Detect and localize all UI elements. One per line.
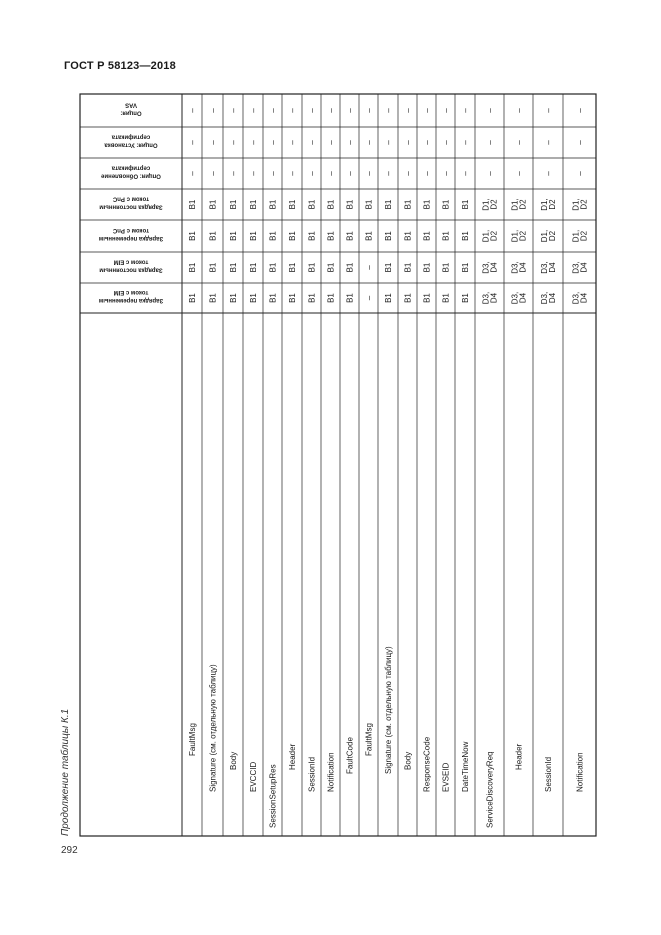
table-cell: – bbox=[575, 171, 585, 176]
table-cell: – bbox=[268, 171, 278, 176]
table-cell: – bbox=[544, 171, 553, 176]
table-cell: – bbox=[441, 171, 451, 176]
table-cell: D4 bbox=[548, 262, 557, 273]
table-cell: – bbox=[249, 140, 258, 145]
table-cell: B1 bbox=[441, 231, 451, 241]
table-cell: – bbox=[422, 171, 432, 176]
table-cell: B1 bbox=[188, 199, 197, 210]
table-cell: B1 bbox=[229, 262, 238, 273]
table-cell: D2 bbox=[579, 230, 589, 242]
table-cell: B1 bbox=[345, 199, 355, 210]
table-cell: – bbox=[485, 171, 495, 176]
table-cell: D2 bbox=[548, 230, 557, 242]
table-cell: B1 bbox=[403, 262, 413, 273]
table-cell: B1 bbox=[326, 262, 336, 273]
table-cell: D4 bbox=[518, 262, 528, 273]
table-cell: B1 bbox=[249, 293, 258, 303]
table-cell: D1, bbox=[540, 229, 549, 243]
table-cell: B1 bbox=[403, 293, 413, 303]
table-cell: B1 bbox=[441, 262, 451, 273]
table-cell: D1, bbox=[481, 198, 491, 211]
table-cell: D1, bbox=[571, 229, 581, 243]
table-cell: B1 bbox=[249, 231, 258, 241]
table-cell: – bbox=[544, 140, 553, 145]
table-cell: B1 bbox=[345, 262, 355, 273]
row-label: EVCCID bbox=[249, 761, 258, 792]
table-cell: D4 bbox=[548, 292, 557, 304]
table-cell: – bbox=[326, 108, 336, 113]
table-cell: B1 bbox=[461, 231, 470, 241]
row-label: Body bbox=[229, 751, 238, 770]
table-cell: – bbox=[514, 108, 524, 113]
table-cell: – bbox=[307, 108, 317, 113]
table-cell: – bbox=[326, 140, 336, 145]
table-cell: – bbox=[461, 171, 470, 176]
table-cell: – bbox=[249, 108, 258, 113]
table-cell: D2 bbox=[579, 199, 589, 210]
table-cell: D2 bbox=[548, 199, 557, 210]
table-cell: B1 bbox=[326, 231, 336, 241]
row-label: Notification bbox=[575, 752, 585, 792]
table-cell: – bbox=[441, 140, 451, 145]
table-cell: B1 bbox=[441, 293, 451, 303]
table-cell: – bbox=[364, 265, 374, 270]
table-cell: B1 bbox=[345, 231, 355, 241]
table-cell: – bbox=[345, 171, 355, 176]
row-label: ResponseCode bbox=[422, 736, 432, 792]
row-label: SessionId bbox=[307, 756, 317, 792]
table-cell: B1 bbox=[288, 293, 297, 303]
table-cell: D2 bbox=[489, 199, 499, 210]
table-cell: B1 bbox=[345, 293, 355, 303]
table-cell: – bbox=[268, 108, 278, 113]
table-cell: B1 bbox=[249, 199, 258, 210]
table-cell: – bbox=[364, 108, 374, 113]
table-cell: – bbox=[229, 140, 238, 145]
table-cell: D4 bbox=[489, 262, 499, 273]
table-cell: D2 bbox=[489, 230, 499, 242]
table-cell: – bbox=[441, 108, 451, 113]
table-cell: B1 bbox=[384, 262, 393, 273]
table-cell: – bbox=[485, 140, 495, 145]
table-cell: D3, bbox=[510, 291, 520, 305]
table-cell: B1 bbox=[422, 199, 432, 210]
table-cell: B1 bbox=[208, 231, 218, 241]
table-cell: D2 bbox=[518, 230, 528, 242]
column-header: Зарядка постояннымтоком с PnC bbox=[99, 195, 163, 210]
table-cell: – bbox=[514, 140, 524, 145]
table-cell: – bbox=[575, 108, 585, 113]
table-cell: – bbox=[229, 108, 238, 113]
table-cell: – bbox=[364, 295, 374, 301]
table-cell: – bbox=[307, 140, 317, 145]
row-label: FaultMsg bbox=[364, 723, 374, 756]
table-cell: B1 bbox=[461, 293, 470, 303]
table-cell: – bbox=[229, 171, 238, 176]
table-cell: D1, bbox=[540, 198, 549, 211]
table-cell: B1 bbox=[188, 262, 197, 273]
page-number: 292 bbox=[61, 845, 78, 856]
column-header: Зарядка переменнымтоком с PnC bbox=[98, 227, 164, 241]
table-cell: D3, bbox=[571, 261, 581, 274]
table-cell: D1, bbox=[510, 198, 520, 211]
table-cell: D3, bbox=[510, 261, 520, 274]
table-cell: B1 bbox=[208, 262, 218, 273]
table-cell: B1 bbox=[268, 199, 278, 210]
table-cell: B1 bbox=[288, 262, 297, 273]
table-cell: – bbox=[422, 108, 432, 113]
table-cell: – bbox=[364, 171, 374, 176]
table-cell: D4 bbox=[579, 262, 589, 273]
continuation-caption: Продолжение таблицы К.1 bbox=[60, 708, 71, 836]
table-cell: B1 bbox=[364, 199, 374, 210]
table-cell: – bbox=[461, 140, 470, 145]
row-label: Signature (см. отдельную таблицу) bbox=[208, 664, 218, 792]
table-cell: – bbox=[268, 140, 278, 145]
table-cell: – bbox=[403, 171, 413, 176]
row-label: Header bbox=[288, 743, 297, 770]
table-cell: – bbox=[345, 108, 355, 113]
table-cell: D4 bbox=[579, 292, 589, 304]
table-cell: B1 bbox=[188, 231, 197, 241]
table-cell: D1, bbox=[510, 229, 520, 243]
table-cell: B1 bbox=[249, 262, 258, 273]
table-cell: B1 bbox=[326, 293, 336, 303]
table-cell: B1 bbox=[403, 199, 413, 210]
table-cell: – bbox=[288, 171, 297, 176]
table-cell: D1, bbox=[481, 229, 491, 243]
table-cell: B1 bbox=[229, 231, 238, 241]
row-label: SessionId bbox=[544, 756, 553, 792]
table-cell: B1 bbox=[403, 231, 413, 241]
table-cell: B1 bbox=[441, 199, 451, 210]
table-cell: B1 bbox=[384, 231, 393, 241]
table-cell: D4 bbox=[518, 292, 528, 304]
row-label: Notification bbox=[326, 752, 336, 792]
table-cell: B1 bbox=[307, 231, 317, 241]
table-cell: – bbox=[364, 140, 374, 145]
row-label: FaultMsg bbox=[188, 723, 197, 756]
table-cell: B1 bbox=[422, 293, 432, 303]
table-cell: D3, bbox=[481, 261, 491, 274]
table-cell: – bbox=[288, 108, 297, 113]
table-cell: – bbox=[384, 140, 393, 145]
table-cell: B1 bbox=[461, 199, 470, 210]
table-cell: B1 bbox=[461, 262, 470, 273]
table-cell: B1 bbox=[229, 199, 238, 210]
table-cell: B1 bbox=[288, 231, 297, 241]
table-cell: B1 bbox=[208, 293, 218, 303]
table-cell: – bbox=[307, 171, 317, 176]
row-label: Signature (см. отдельную таблицу) bbox=[384, 646, 393, 774]
row-label: Body bbox=[403, 751, 413, 770]
row-label: EVSEID bbox=[441, 762, 451, 792]
table-cell: – bbox=[575, 140, 585, 145]
table-cell: B1 bbox=[422, 262, 432, 273]
table-cell: – bbox=[208, 140, 218, 145]
table-cell: – bbox=[249, 171, 258, 176]
table-cell: – bbox=[422, 140, 432, 145]
column-header: Опция: Установкасертификата bbox=[104, 133, 158, 148]
table-cell: B1 bbox=[229, 293, 238, 303]
row-label: Header bbox=[514, 743, 524, 770]
column-header: Опция:VAS bbox=[120, 101, 142, 116]
table-cell: D1, bbox=[571, 198, 581, 211]
table-cell: – bbox=[208, 171, 218, 176]
table-cell: D3, bbox=[540, 291, 549, 305]
table-cell: B1 bbox=[326, 199, 336, 210]
table-cell: D4 bbox=[489, 292, 499, 304]
table-cell: – bbox=[514, 171, 524, 176]
table-cell: B1 bbox=[268, 293, 278, 303]
table-cell: B1 bbox=[384, 199, 393, 210]
table-cell: B1 bbox=[307, 199, 317, 210]
table-cell: D2 bbox=[518, 199, 528, 210]
table-cell: – bbox=[461, 108, 470, 113]
table-cell: B1 bbox=[307, 262, 317, 273]
column-header: Опция: Обновлениесертификата bbox=[101, 164, 161, 179]
table-cell: – bbox=[188, 140, 197, 145]
table-cell: B1 bbox=[268, 262, 278, 273]
table-cell: – bbox=[188, 171, 197, 176]
table-cell: B1 bbox=[288, 199, 297, 210]
row-label: DateTimeNow bbox=[461, 741, 470, 792]
table-cell: B1 bbox=[422, 231, 432, 241]
table-cell: B1 bbox=[268, 231, 278, 241]
table-cell: – bbox=[384, 108, 393, 113]
page-header: ГОСТ Р 58123—2018 bbox=[64, 60, 176, 72]
table-cell: D3, bbox=[571, 291, 581, 305]
table-cell: D3, bbox=[481, 291, 491, 305]
table-cell: B1 bbox=[384, 293, 393, 303]
table-cell: B1 bbox=[188, 293, 197, 303]
row-label: FaultCode bbox=[345, 737, 355, 774]
table-cell: B1 bbox=[307, 293, 317, 303]
table-cell: – bbox=[326, 171, 336, 176]
row-label: ServiceDiscoveryReq bbox=[485, 751, 495, 828]
column-header: Зарядка переменнымтоком с EIM bbox=[98, 289, 164, 303]
table-cell: – bbox=[384, 171, 393, 176]
table-cell: – bbox=[188, 108, 197, 113]
table-cell: – bbox=[544, 108, 553, 113]
table-cell: B1 bbox=[208, 199, 218, 210]
row-label: SessionSetupRes bbox=[268, 764, 278, 828]
table-cell: – bbox=[208, 108, 218, 113]
table-cell: – bbox=[403, 140, 413, 145]
column-header: Зарядка постояннымтоком с EIM bbox=[99, 258, 163, 273]
table-cell: D3, bbox=[540, 261, 549, 274]
table-cell: – bbox=[485, 108, 495, 113]
table-cell: – bbox=[403, 108, 413, 113]
table-cell: B1 bbox=[364, 231, 374, 241]
table-cell: – bbox=[288, 140, 297, 145]
table-cell: – bbox=[345, 140, 355, 145]
